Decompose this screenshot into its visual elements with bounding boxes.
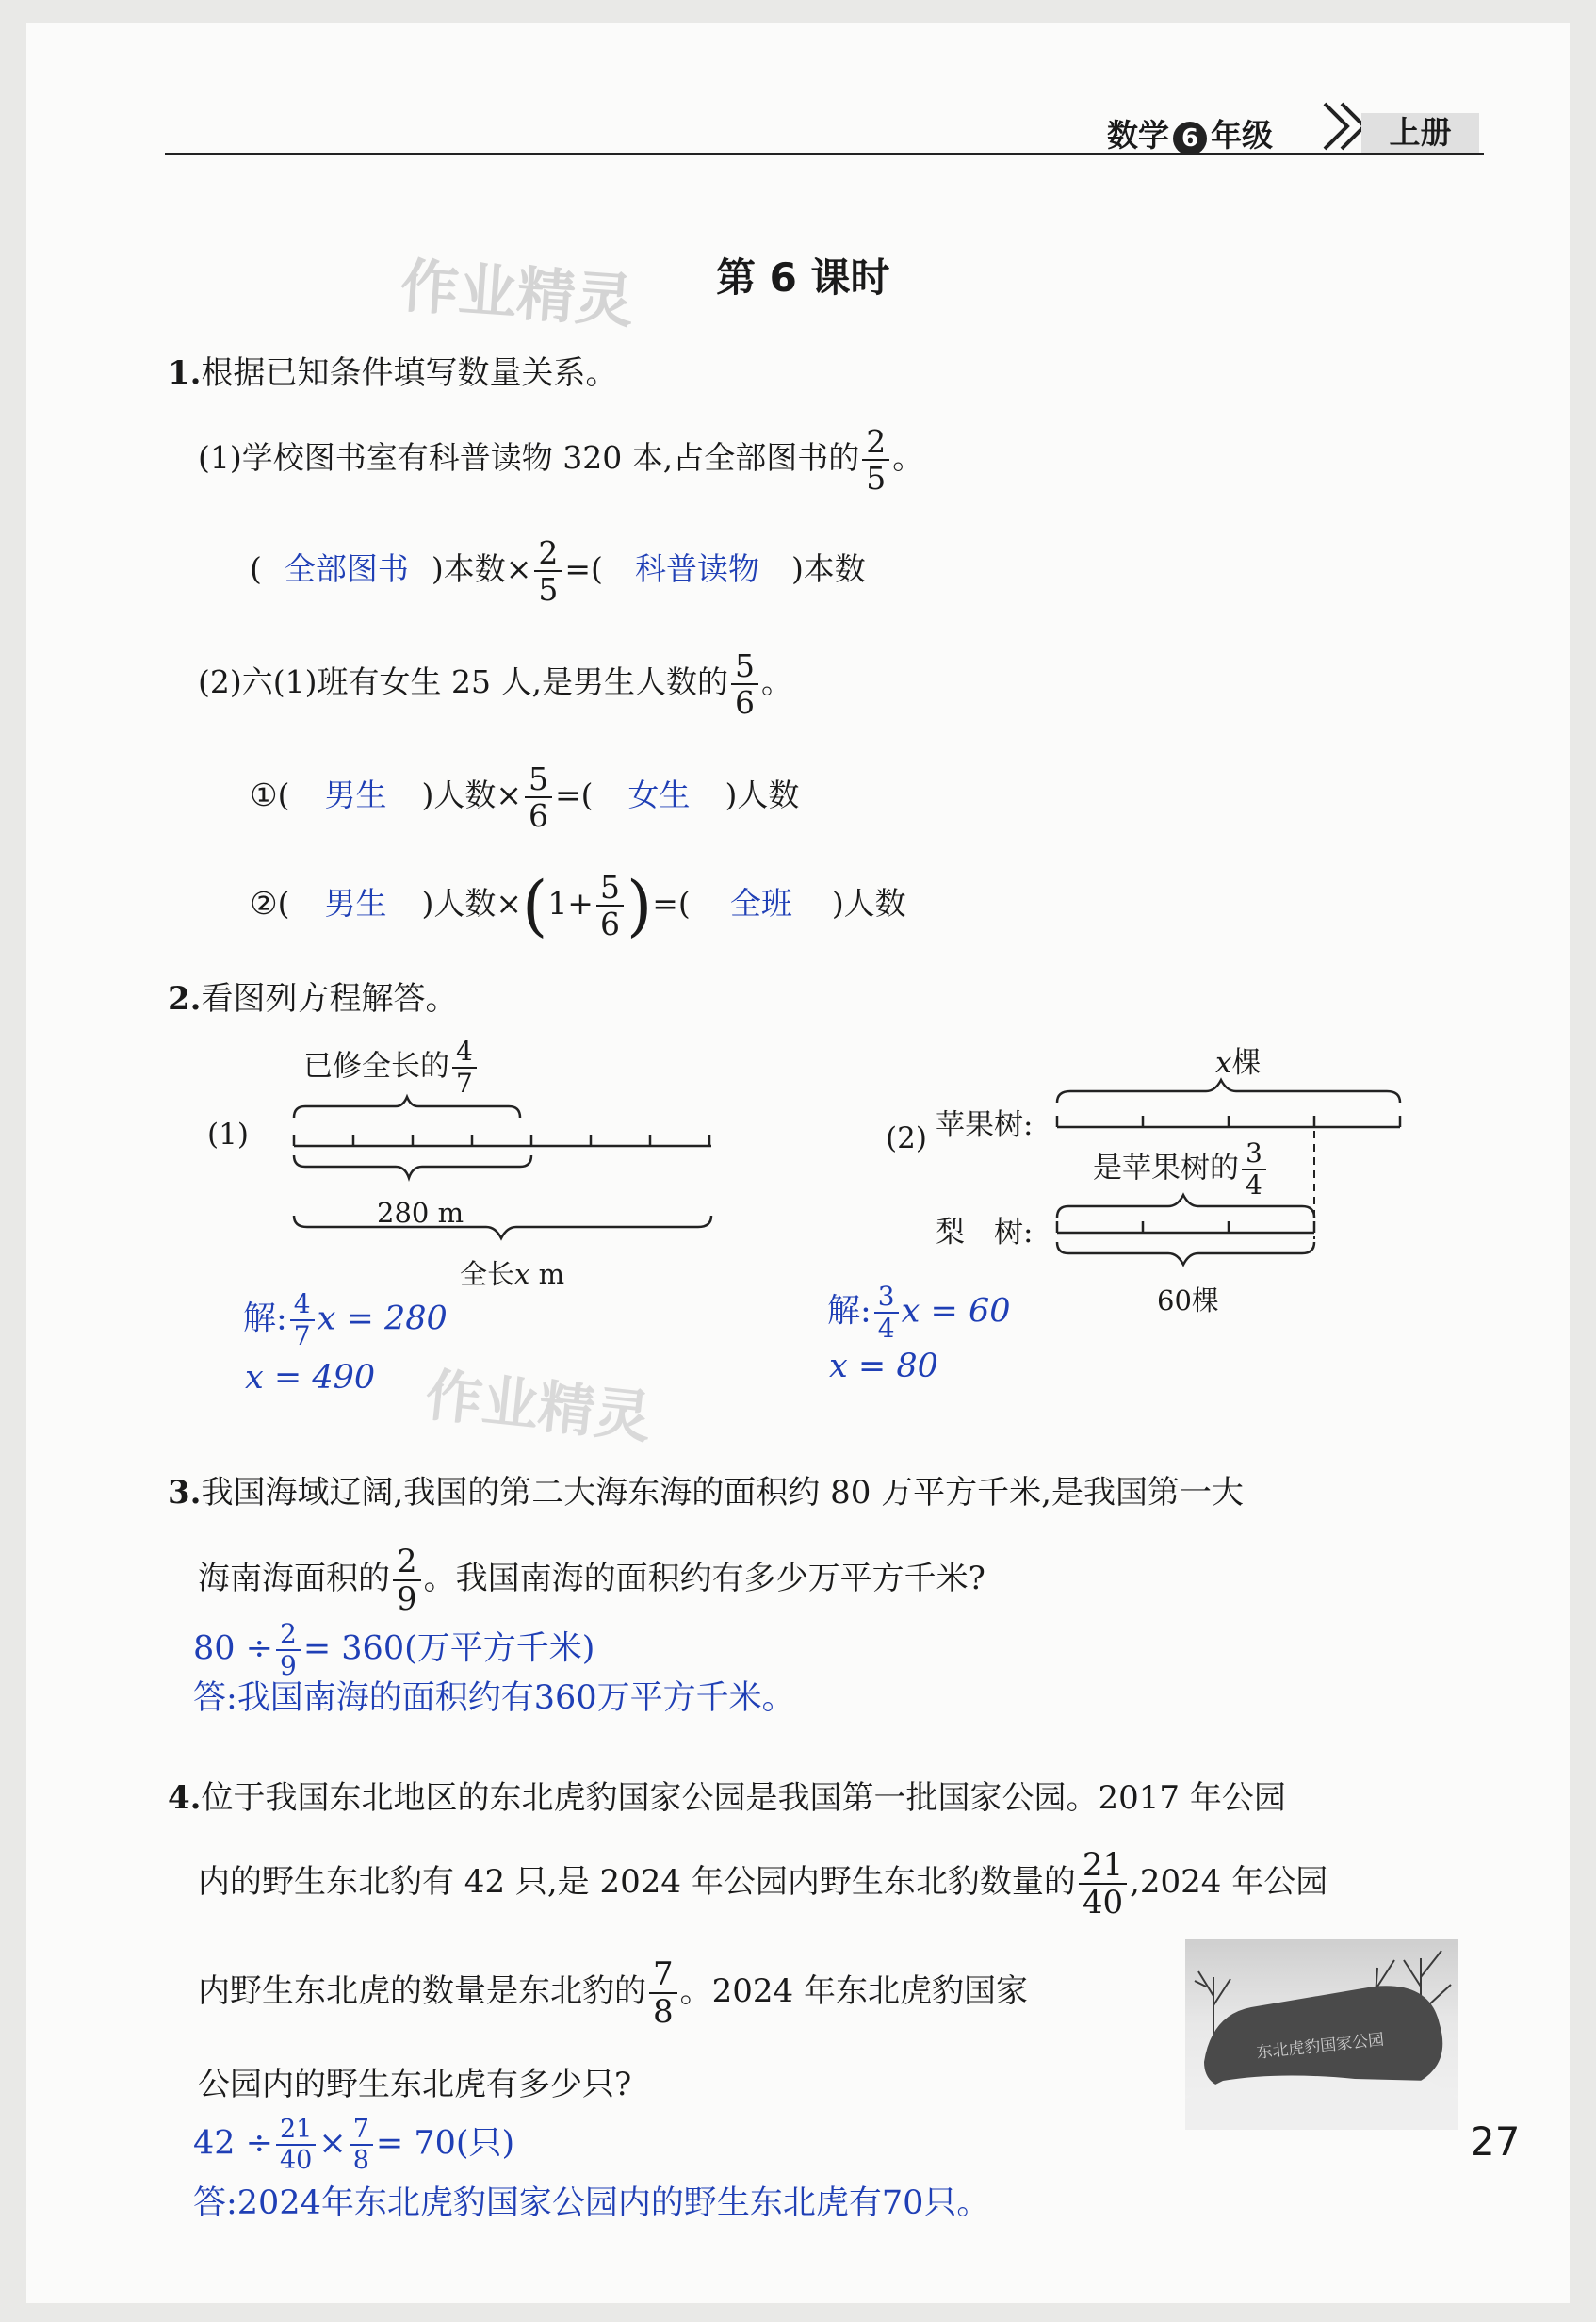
frac-den: 7 [456,1068,473,1099]
d1-label: (1) [207,1118,249,1152]
q3-line2 [198,1544,985,1617]
answer-fraction [534,535,562,607]
frac-num: 2 [534,535,562,572]
frac-den: 4 [877,1313,895,1344]
header-rule [165,153,1484,155]
q1-part1-text: (1)学校图书室有科普读物 320 本,占全部图书的 [198,439,860,476]
d1-mid-label: 280 m [377,1197,464,1229]
q1-part2-text: (2)六(1)班有女生 25 人,是男生人数的 [198,663,728,700]
d2-solution-line2: x = 80 [829,1348,938,1385]
d1-bottom-unit: m [529,1258,565,1290]
q2-text: 看图列方程解答。 [201,980,458,1018]
answer-fill-2: 女生 [627,777,691,813]
d1-top-label [303,1037,480,1099]
d2-label: (2) [886,1121,927,1155]
q1-part2-end: 。 [760,663,792,700]
q1-part1 [198,424,923,496]
frac-den: 5 [866,460,887,497]
sol-fraction [874,1282,899,1344]
q3-line1-text: 我国海域辽阔,我国的第二大海东海的面积约 80 万平方千米,是我国第一大 [201,1474,1244,1512]
q4-line1-text: 位于我国东北地区的东北虎豹国家公园是我国第一批国家公园。2017 年公园 [201,1779,1286,1817]
frac-num: 2 [393,1544,421,1581]
lesson-title: 第 6 课时 [716,254,890,301]
frac-num: 21 [276,2115,316,2146]
d2-row2-label: 梨 树: [936,1216,1034,1250]
d2-mid-label [1093,1138,1269,1201]
d1-bottom-text: 全长 [460,1258,515,1290]
sol-prefix: 解: [243,1300,287,1338]
paren-open: ②( [250,885,290,922]
ans-fraction-1 [276,2115,316,2175]
frac-den: 5 [538,571,559,608]
d2-bottom-brace [1057,1242,1314,1265]
q1-text: 根据已知条件填写数量关系。 [201,354,618,392]
d1-top-brace [294,1097,520,1118]
park-photo-scene [1185,1939,1458,2130]
frac-den: 40 [280,2146,313,2175]
sol-rest: x = 60 [901,1292,1011,1331]
answer-fill-2: 科普读物 [634,550,759,587]
q4-line3-a: 内野生东北虎的数量是东北豹的 [198,1972,646,2010]
frac-num: 21 [1079,1847,1127,1885]
q2-stem [168,973,458,1019]
q1-stem [168,347,618,393]
frac-num: 7 [649,1956,677,1994]
d1-solution-line2: x = 490 [245,1359,376,1397]
ans-fraction-2 [350,2115,373,2175]
answer-end: )人数 [831,885,906,922]
q1-answer2a [250,761,799,833]
frac-num: 2 [862,424,889,461]
q3-line1 [168,1466,1244,1513]
frac-num: 3 [1242,1138,1266,1170]
q2-number: 2. [168,980,202,1018]
q3-answer-line2: 答:我国南海的面积约有360万平方千米。 [193,1679,795,1717]
q4-answer-line1 [193,2115,514,2175]
answer-fraction [525,761,552,833]
ans-mid: × [318,2124,347,2163]
answer-eq: =( [652,885,691,922]
paren-open: ( [250,550,262,587]
answer-fill-1: 全部图书 [284,550,409,587]
d2-solution-line1 [827,1282,1010,1344]
frac-num: 7 [350,2115,373,2146]
answer-mid: )人数× [421,885,522,922]
frac-den: 4 [1246,1169,1262,1201]
d1-bottom-x: x [514,1258,530,1290]
paren-open: ①( [250,777,290,813]
d2-top-brace [1057,1080,1400,1103]
frac-num: 4 [452,1037,477,1069]
ans-a: 80 ÷ [193,1629,273,1668]
q4-answer-line2: 答:2024年东北虎豹国家公园内的野生东北虎有70只。 [193,2184,990,2222]
q1-answer1 [250,535,866,607]
ans-b: = 360(万平方千米) [302,1629,595,1668]
d1-bottom-brace [294,1216,711,1238]
answer-mid: )人数× [421,777,522,813]
d1-ticks [294,1135,709,1146]
ans-a: 42 ÷ [193,2124,273,2163]
frac-num: 2 [276,1619,301,1651]
q1-part2-fraction [731,648,758,720]
frac-num: 5 [731,648,758,685]
q4-line2-a: 内的野生东北豹有 42 只,是 2024 年公园内野生东北豹数量的 [198,1863,1076,1901]
d1-top-fraction [452,1037,477,1099]
answer-fill-1: 男生 [324,885,387,922]
frac-den: 7 [293,1320,311,1351]
big-paren-close: ) [626,867,653,944]
q3-line2-b: 。我国南海的面积约有多少万平方千米? [423,1560,985,1597]
d2-top-unit: 棵 [1231,1046,1262,1080]
frac-num: 5 [596,870,624,907]
d1-bottom-label [460,1253,564,1292]
sol-fraction [290,1289,315,1351]
header-subject [1107,111,1273,155]
q4-line3-fraction [649,1956,677,2030]
sol-prefix: 解: [827,1292,871,1331]
frac-den: 8 [653,1993,674,2031]
subject-prefix: 数学 [1107,117,1169,154]
d1-mid-brace [294,1155,531,1178]
frac-num: 5 [525,761,552,798]
volume-tab: 上册 [1361,113,1479,153]
q4-line3 [198,1956,1028,2030]
q1-part1-end: 。 [892,439,924,476]
park-photo [1185,1939,1458,2130]
d2-mid-fraction [1242,1138,1266,1201]
q4-line2-b: ,2024 年公园 [1130,1863,1328,1901]
q3-number: 3. [168,1474,202,1512]
q4-line1 [168,1772,1286,1818]
q1-number: 1. [168,354,202,392]
watermark-mid: 作业精灵 [422,1362,655,1452]
d1-top-text: 已修全长的 [303,1049,449,1084]
d2-top-x: x [1215,1046,1232,1080]
big-paren-open: ( [522,867,548,944]
answer-eq: =( [555,777,594,813]
frac-den: 9 [280,1650,297,1681]
q4-number: 4. [168,1779,202,1817]
park-stone-caption: 东北虎豹国家公园 [1255,2030,1386,2063]
answer-end: )本数 [790,550,866,587]
answer-mid: )本数× [431,550,532,587]
frac-num: 4 [290,1289,315,1321]
d1-diagram [283,1093,725,1263]
d2-row1-label: 苹果树: [936,1108,1034,1142]
q4-line2 [198,1847,1327,1921]
sol-rest: x = 280 [317,1300,448,1338]
ans-b: = 70(只) [375,2124,515,2163]
answer-fill-2: 全班 [729,885,792,922]
frac-num: 3 [874,1282,899,1314]
frac-den: 8 [352,2146,369,2175]
d2-mid-text: 是苹果树的 [1093,1151,1239,1186]
frac-den: 6 [529,797,548,834]
frac-den: 6 [734,684,755,721]
q1-part2 [198,648,792,720]
d2-bottom-label: 60棵 [1157,1284,1219,1316]
d2-apple-ticks [1057,1116,1400,1127]
watermark-top: 作业精灵 [398,251,636,336]
q1-answer2b [250,867,906,944]
q4-line2-fraction [1079,1847,1127,1921]
q3-line2-a: 海南海面积的 [198,1560,390,1597]
frac-den: 40 [1082,1884,1124,1921]
frac-den: 6 [599,906,620,942]
d1-solution-line1 [243,1289,448,1351]
q1-part1-fraction [862,424,889,496]
paren-text: 1+ [547,885,594,922]
page-number: 27 [1470,2118,1521,2165]
q3-fraction [393,1544,421,1617]
answer-fraction [596,870,624,941]
answer-fill-1: 男生 [324,777,387,813]
subject-suffix: 年级 [1211,117,1273,154]
d2-pear-ticks [1057,1221,1314,1233]
q4-line3-b: 。2024 年东北虎豹国家 [679,1972,1028,2010]
answer-eq: =( [564,550,603,587]
answer-end: )人数 [725,777,800,813]
frac-den: 9 [397,1580,417,1618]
q4-line4: 公园内的野生东北虎有多少只? [198,2066,632,2103]
grade-badge: 6 [1173,122,1207,155]
